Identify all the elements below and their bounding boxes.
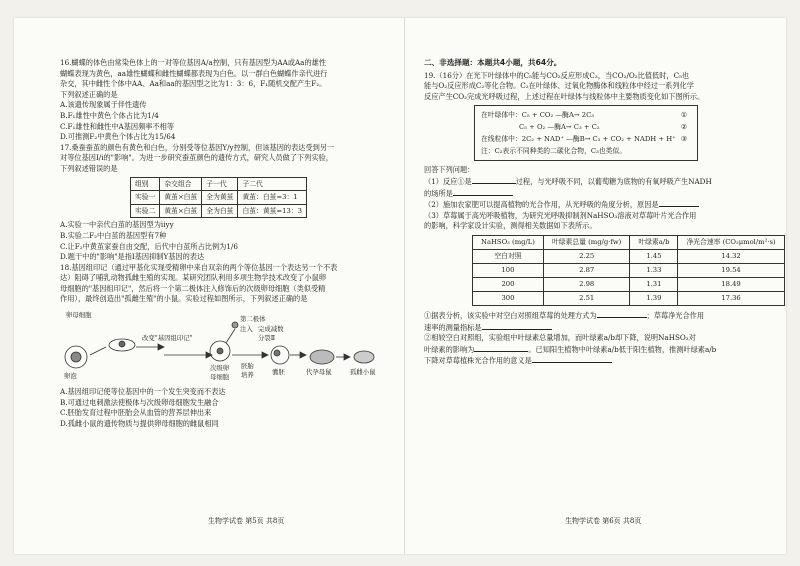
- q19-line: 反应产生CO₂完成光呼吸过程，上述过程在叶绿体与线粒体中主要物质变化如下图所示。: [424, 91, 705, 101]
- answer-blank[interactable]: [472, 176, 516, 184]
- offspring-mouse-icon: [354, 351, 374, 363]
- label-surrogate: 代孕母鼠: [306, 368, 332, 377]
- table-cell: 1.33: [630, 263, 678, 277]
- table-header-cell: 叶绿素总量 (mg/g·fw): [543, 235, 629, 249]
- label-inject: 注入: [240, 325, 253, 334]
- label-embryo-culture: 培养: [241, 371, 254, 380]
- q19-analysis-2: ②相较空白对照组，实验组中叶绿素总量增加，而叶绿素a/b却下降，说明NaHSO₃对: [424, 333, 696, 343]
- table-header-cell: 子二代: [238, 177, 306, 191]
- reaction-row: [481, 121, 691, 133]
- question-19: [424, 70, 776, 367]
- page-fold-line: [404, 18, 405, 554]
- table-cell: 300: [473, 291, 544, 305]
- table-cell: 2.25: [543, 249, 629, 263]
- q16-line: 16.蝴蝶的体色由常染色体上的一对等位基因A/a控制，只有基因型为AA或Aa的雄性: [60, 58, 327, 67]
- question-16: [60, 58, 378, 143]
- table-cell: 黄茧×白茧: [160, 204, 202, 218]
- question-17: [60, 143, 378, 263]
- reaction-number: ②: [680, 123, 687, 132]
- table-cell: 白茧：黄茧=13：3: [238, 204, 306, 218]
- table-cell: 200: [473, 277, 544, 291]
- label-secondary-oocyte: 母细胞: [210, 373, 230, 382]
- sub-question-1: [424, 176, 746, 188]
- reaction-text: 在叶绿体中：C₅ + CO₂ —酶A→ 2C₃: [481, 111, 594, 120]
- q18-process-diagram: [60, 307, 378, 385]
- table-cell: 全为白茧: [202, 204, 238, 218]
- q18-line: 母细胞的"基因组印记"，然后将一个第二极体注入修饰后的次级卵母细胞（类似受精: [60, 283, 326, 293]
- q17-table: [130, 177, 307, 219]
- surrogate-mouse-icon: [310, 350, 334, 364]
- table-header-row: [131, 177, 307, 191]
- answer-blank[interactable]: [474, 344, 528, 352]
- label-egg: 卵泡: [64, 372, 77, 381]
- q19-line: 19.（16分）在光下叶绿体中的C₅能与CO₂反应形成C₃，当CO₂/O₂比值低时，C₅也: [424, 70, 690, 80]
- sub-question-2: [424, 199, 746, 211]
- sub1-part: （1）反应①是: [424, 176, 472, 186]
- analysis-text: 下降对草莓植株光合作用的意义是: [424, 356, 532, 366]
- reaction-note: [481, 145, 691, 157]
- answer-blank[interactable]: [482, 322, 552, 330]
- table-cell: 黄茧：白茧=3：1: [238, 191, 306, 205]
- section-title: 二、非选择题：本题共4小题，共64分。: [424, 58, 562, 67]
- sub1-part: 过程，与光呼吸不同，以葡萄糖为底物的有氧呼吸产生NADH: [515, 176, 712, 186]
- table-header-row: [473, 235, 785, 249]
- table-row: [473, 249, 785, 263]
- q19-analysis-2-end: [424, 355, 746, 367]
- table-cell: 空白对照: [473, 249, 544, 263]
- answer-blank[interactable]: [659, 199, 699, 207]
- q19-analysis-2-cont: [424, 344, 746, 356]
- table-row: [473, 291, 785, 305]
- answer-blank[interactable]: [597, 310, 647, 318]
- reaction-number: ③: [680, 135, 687, 144]
- q16-option-d: D.可推测F₂中黄色个体占比为15/64: [60, 132, 176, 142]
- table-header-cell: 叶绿素a/b: [630, 235, 678, 249]
- analysis-text: 速率的测量指标是: [424, 322, 482, 332]
- q18-option-a: A.基因组印记使等位基因中的一个发生突变而不表达: [60, 387, 226, 397]
- reaction-note-text: 注：C₂表示不同种类的二碳化合物，C₃也类似。: [481, 147, 626, 156]
- label-offspring: 孤雌小鼠: [350, 368, 376, 377]
- q17-option-b: B.实验二F₂中白茧的基因型有7种: [60, 230, 167, 240]
- q17-option-d: D.题干中的"影响"是指I基因抑制Y基因的表达: [60, 252, 205, 262]
- answer-blank[interactable]: [453, 188, 513, 196]
- q19-analysis-1: [424, 310, 746, 322]
- table-row: [473, 277, 785, 291]
- sub-question-1-cont: [424, 188, 746, 200]
- sub1-part: 的场所是: [424, 188, 453, 198]
- q16-line: 下列叙述正确的是: [60, 89, 118, 99]
- left-page-footer: 生物学试卷 第5页 共8页: [208, 517, 285, 525]
- table-header-cell: 杂交组合: [160, 177, 202, 191]
- table-cell: 黄茧×白茧: [160, 191, 202, 205]
- table-cell: 1.31: [630, 277, 678, 291]
- table-cell: 1.39: [630, 291, 678, 305]
- q17-option-c: C.让F₂中黄茧家蚕自由交配，后代中白茧所占比例为1/6: [60, 241, 238, 251]
- table-row: [473, 263, 785, 277]
- table-cell: 1.45: [630, 249, 678, 263]
- q18-line: 作用），最终创造出"孤雌生殖"的小鼠。实验过程如图所示，下列叙述正确的是: [60, 294, 308, 304]
- analysis-text: ①据表分析，该实验中对空白对照组草莓的处理方式为: [424, 310, 597, 320]
- q17-line: 下列叙述错误的是: [60, 163, 118, 173]
- table-cell: 100: [473, 263, 544, 277]
- reaction-row: [481, 109, 691, 121]
- table-header-cell: NaHSO₃ (mg/L): [473, 235, 544, 249]
- table-header-cell: 组别: [131, 177, 160, 191]
- q17-option-a: A.实验一中亲代白茧的基因型为iiyy: [60, 220, 174, 230]
- sub-question-3: （3）草莓属于高光呼吸植物，为研究光呼吸抑制剂NaHSO₃溶液对草莓叶片光合作用: [424, 210, 697, 220]
- q16-option-a: A.该遗传现象属于伴性遗传: [60, 100, 147, 110]
- right-page: [424, 58, 776, 367]
- q17-line: 对等位基因I/i的"影响"。为进一步研究蚕茧颜色的遗传方式，研究人员做了下列实验，: [60, 153, 333, 163]
- label-secondary-oocyte: 次级卵: [210, 364, 230, 373]
- table-cell: 2.98: [543, 277, 629, 291]
- q16-line: 杂交，其中雌性个体中AA、Aa和aa的基因型之比为1：3：6，F₁随机交配产生F₂。: [60, 79, 327, 89]
- table-cell: 17.36: [678, 291, 784, 305]
- q18-option-b: B.可通过电刺激法使极体与次级卵母细胞发生融合: [60, 397, 219, 407]
- reaction-text: C₅ + O₂ —酶A→ C₃ + C₂: [519, 123, 600, 132]
- table-cell: 14.32: [678, 249, 784, 263]
- answer-prompt: 回答下列问题：: [424, 165, 475, 175]
- label-oocyte: 卵母细胞: [66, 311, 92, 320]
- left-page: [60, 58, 378, 429]
- q16-option-c: C.F₁雄性和雌性中A基因频率不相等: [60, 121, 175, 131]
- second-polar-body-icon: [232, 322, 238, 328]
- reaction-box: [474, 105, 698, 161]
- right-page-footer: 生物学试卷 第6页 共8页: [565, 517, 642, 525]
- table-cell: 实验一: [131, 191, 160, 205]
- q18-line: 达）阻碍了哺乳动物孤雌生殖的实现。某研究团队利用多项生物学技术改变了小鼠卵: [60, 273, 326, 283]
- table-cell: 19.54: [678, 263, 784, 277]
- label-complete-meiosis: 分裂Ⅱ: [258, 334, 276, 343]
- sub-question-3: 的影响，科学家设计实验，测得相关数据如下表所示。: [424, 221, 597, 231]
- q18-option-c: C.胚胎发育过程中胚胎会从血管的营养层伸出来: [60, 408, 212, 418]
- sub2-text: （2）施加农家肥可以提高植物的光合作用，从光呼吸的角度分析，原因是: [424, 200, 659, 210]
- table-row: [131, 191, 307, 205]
- reaction-number: ①: [680, 111, 687, 120]
- q18-line: 18.基因组印记（通过甲基化实现受精卵中来自双亲的两个等位基因一个表达另一个不表: [60, 262, 338, 272]
- table-header-cell: 净光合速率 (CO₂μmol/m²·s): [678, 235, 784, 249]
- label-embryo-culture: 胚胎: [241, 362, 254, 371]
- table-cell: 2.87: [543, 263, 629, 277]
- q19-analysis-1-cont: [424, 322, 746, 334]
- analysis-text: ；草莓净光合作用: [646, 310, 705, 320]
- question-18: [60, 263, 378, 430]
- nahso3-data-table: [472, 235, 785, 306]
- q16-option-b: B.F₁雄性中黄色个体占比为1/4: [60, 110, 159, 120]
- table-cell: 2.51: [543, 291, 629, 305]
- reaction-text: 在线粒体中：2C₂ + NAD⁺ —酶B→ C₃ + CO₂ + NADH + H⁺: [481, 135, 676, 144]
- blastocyst-icon: [271, 346, 289, 364]
- table-cell: 18.49: [678, 277, 784, 291]
- label-modify: 改变"基因组印记": [142, 334, 193, 343]
- table-row: [131, 204, 307, 218]
- q16-line: 蝴蝶表现为黄色，aa雄性蝴蝶和雌性蝴蝶都表现为白色。以一群白色蝴蝶作亲代进行: [60, 68, 328, 78]
- q19-line: 能与O₂反应形成C₂等化合物。C₂在叶绿体、过氧化物酶体和线粒体中经过一系列化学: [424, 81, 694, 91]
- q18-option-d: D.孤雌小鼠的遗传物质与提供卵母细胞的雌鼠相同: [60, 418, 219, 428]
- analysis-text: 。已知阳生植物中叶绿素a/b低于阳生植物，推测叶绿素a/b: [528, 344, 717, 354]
- answer-blank[interactable]: [532, 355, 612, 363]
- label-blastocyst: 囊胚: [272, 368, 285, 377]
- analysis-text: 叶绿素的影响为: [424, 344, 475, 354]
- label-second-polar-body: 第二极体: [240, 315, 266, 324]
- label-complete-meiosis: 完成减数: [258, 325, 284, 334]
- table-cell: 全为黄茧: [202, 191, 238, 205]
- q17-line: 17.桑蚕蚕茧的颜色有黄色和白色，分别受等位基因Y/y控制，但该基因的表达受到另一: [60, 142, 335, 152]
- table-header-cell: 子一代: [202, 177, 238, 191]
- oocyte-icon: [71, 352, 81, 362]
- table-cell: 实验二: [131, 204, 160, 218]
- reaction-row: [481, 133, 691, 145]
